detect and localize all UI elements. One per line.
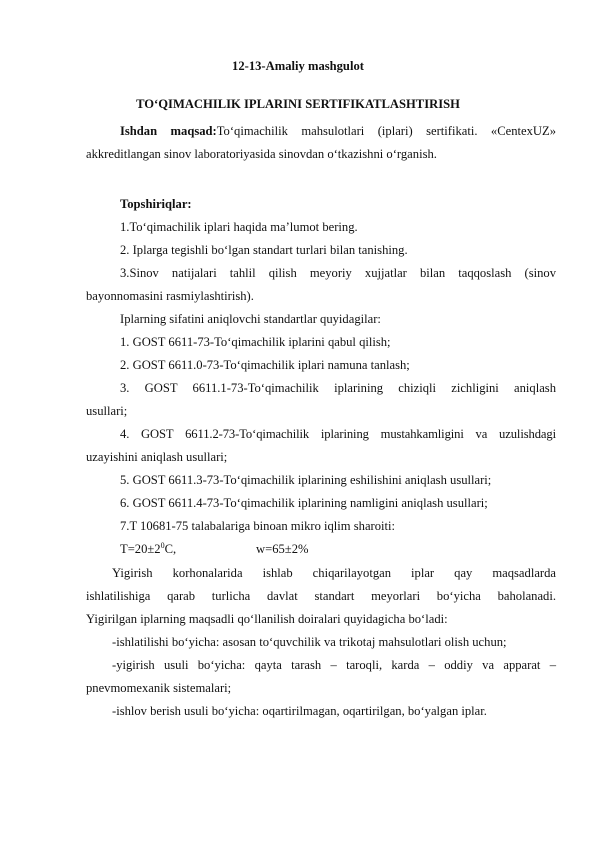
task-item-2: 2. Iplarga tegishli bo‘lgan standart turlari bilan tanishing.	[120, 243, 408, 257]
temperature-prefix: T=20±2	[120, 542, 161, 556]
standard-item-6: 6. GOST 6611.4-73-To‘qimachilik iplarining namligini aniqlash usullari;	[120, 496, 488, 510]
lesson-header: 12-13-Amaliy mashgulot	[232, 59, 364, 73]
task-item-1: 1.To‘qimachilik iplari haqida ma’lumot bering.	[120, 220, 358, 234]
humidity-condition: w=65±2%	[256, 542, 309, 556]
purpose-line-1	[120, 123, 556, 139]
standard-item-4-line-1: 4. GOST 6611.2-73-To‘qimachilik iplarining mustahkamligini va uzulishdagi	[120, 427, 556, 441]
standard-item-3-line-2: usullari;	[86, 404, 128, 418]
standard-item-4-line-2: uzayishini aniqlash usullari;	[86, 450, 228, 464]
temperature-unit: C,	[164, 542, 177, 556]
standard-item-2: 2. GOST 6611.0-73-To‘qimachilik iplari namuna tanlash;	[120, 358, 410, 372]
degree-superscript: 0	[160, 541, 165, 550]
tasks-label: Topshiriqlar:	[120, 197, 192, 211]
standard-item-1: 1. GOST 6611-73-To‘qimachilik iplarini qabul qilish;	[120, 335, 391, 349]
standard-item-3-line-1: 3. GOST 6611.1-73-To‘qimachilik iplarining chiziqli zichligini aniqlash	[120, 381, 556, 395]
usage-bullet-3: -ishlov berish usuli bo‘yicha: oqartirilmagan, oqartirilgan, bo‘yalgan iplar.	[112, 704, 487, 718]
standards-intro: Iplarning sifatini aniqlovchi standartlar quyidagilar:	[120, 312, 381, 326]
document-title: TO‘QIMACHILIK IPLARINI SERTIFIKATLASHTIRISH	[136, 97, 460, 111]
spinning-paragraph-line-3: Yigirilgan iplarning maqsadli qo‘llanilish doiralari quyidagicha bo‘ladi:	[86, 612, 448, 626]
spinning-paragraph-line-1: Yigirish korhonalarida ishlab chiqarilayotgan iplar qay maqsadlarda	[112, 566, 556, 580]
usage-bullet-2-line-2: pnevmomexanik sistemalari;	[86, 681, 232, 695]
purpose-line-2: akkreditlangan sinov laboratoriyasida sinovdan o‘tkazishni o‘rganish.	[86, 147, 437, 161]
task-item-3-line-1: 3.Sinov natijalari tahlil qilish meyoriy xujjatlar bilan taqqoslash (sinov	[120, 266, 556, 280]
task-item-3-line-2: bayonnomasini rasmiylashtirish).	[86, 289, 254, 303]
standard-item-7: 7.T 10681-75 talabalariga binoan mikro iqlim sharoiti:	[120, 519, 396, 533]
purpose-label: Ishdan maqsad:	[120, 124, 217, 138]
purpose-text-1: To‘qimachilik mahsulotlari (iplari) sertifikati. «CentexUZ»	[216, 124, 556, 138]
standard-item-5: 5. GOST 6611.3-73-To‘qimachilik iplarining eshilishini aniqlash usullari;	[120, 473, 492, 487]
spinning-paragraph-line-2: ishlatilishiga qarab turlicha davlat standart meyorlari bo‘yicha baholanadi.	[86, 589, 556, 603]
usage-bullet-2-line-1: -yigirish usuli bo‘yicha: qayta tarash – taroqli, karda – oddiy va apparat –	[112, 658, 556, 672]
usage-bullet-1: -ishlatilishi bo‘yicha: asosan to‘quvchilik va trikotaj mahsulotlari olish uchun;	[112, 635, 507, 649]
temperature-condition	[120, 541, 176, 557]
